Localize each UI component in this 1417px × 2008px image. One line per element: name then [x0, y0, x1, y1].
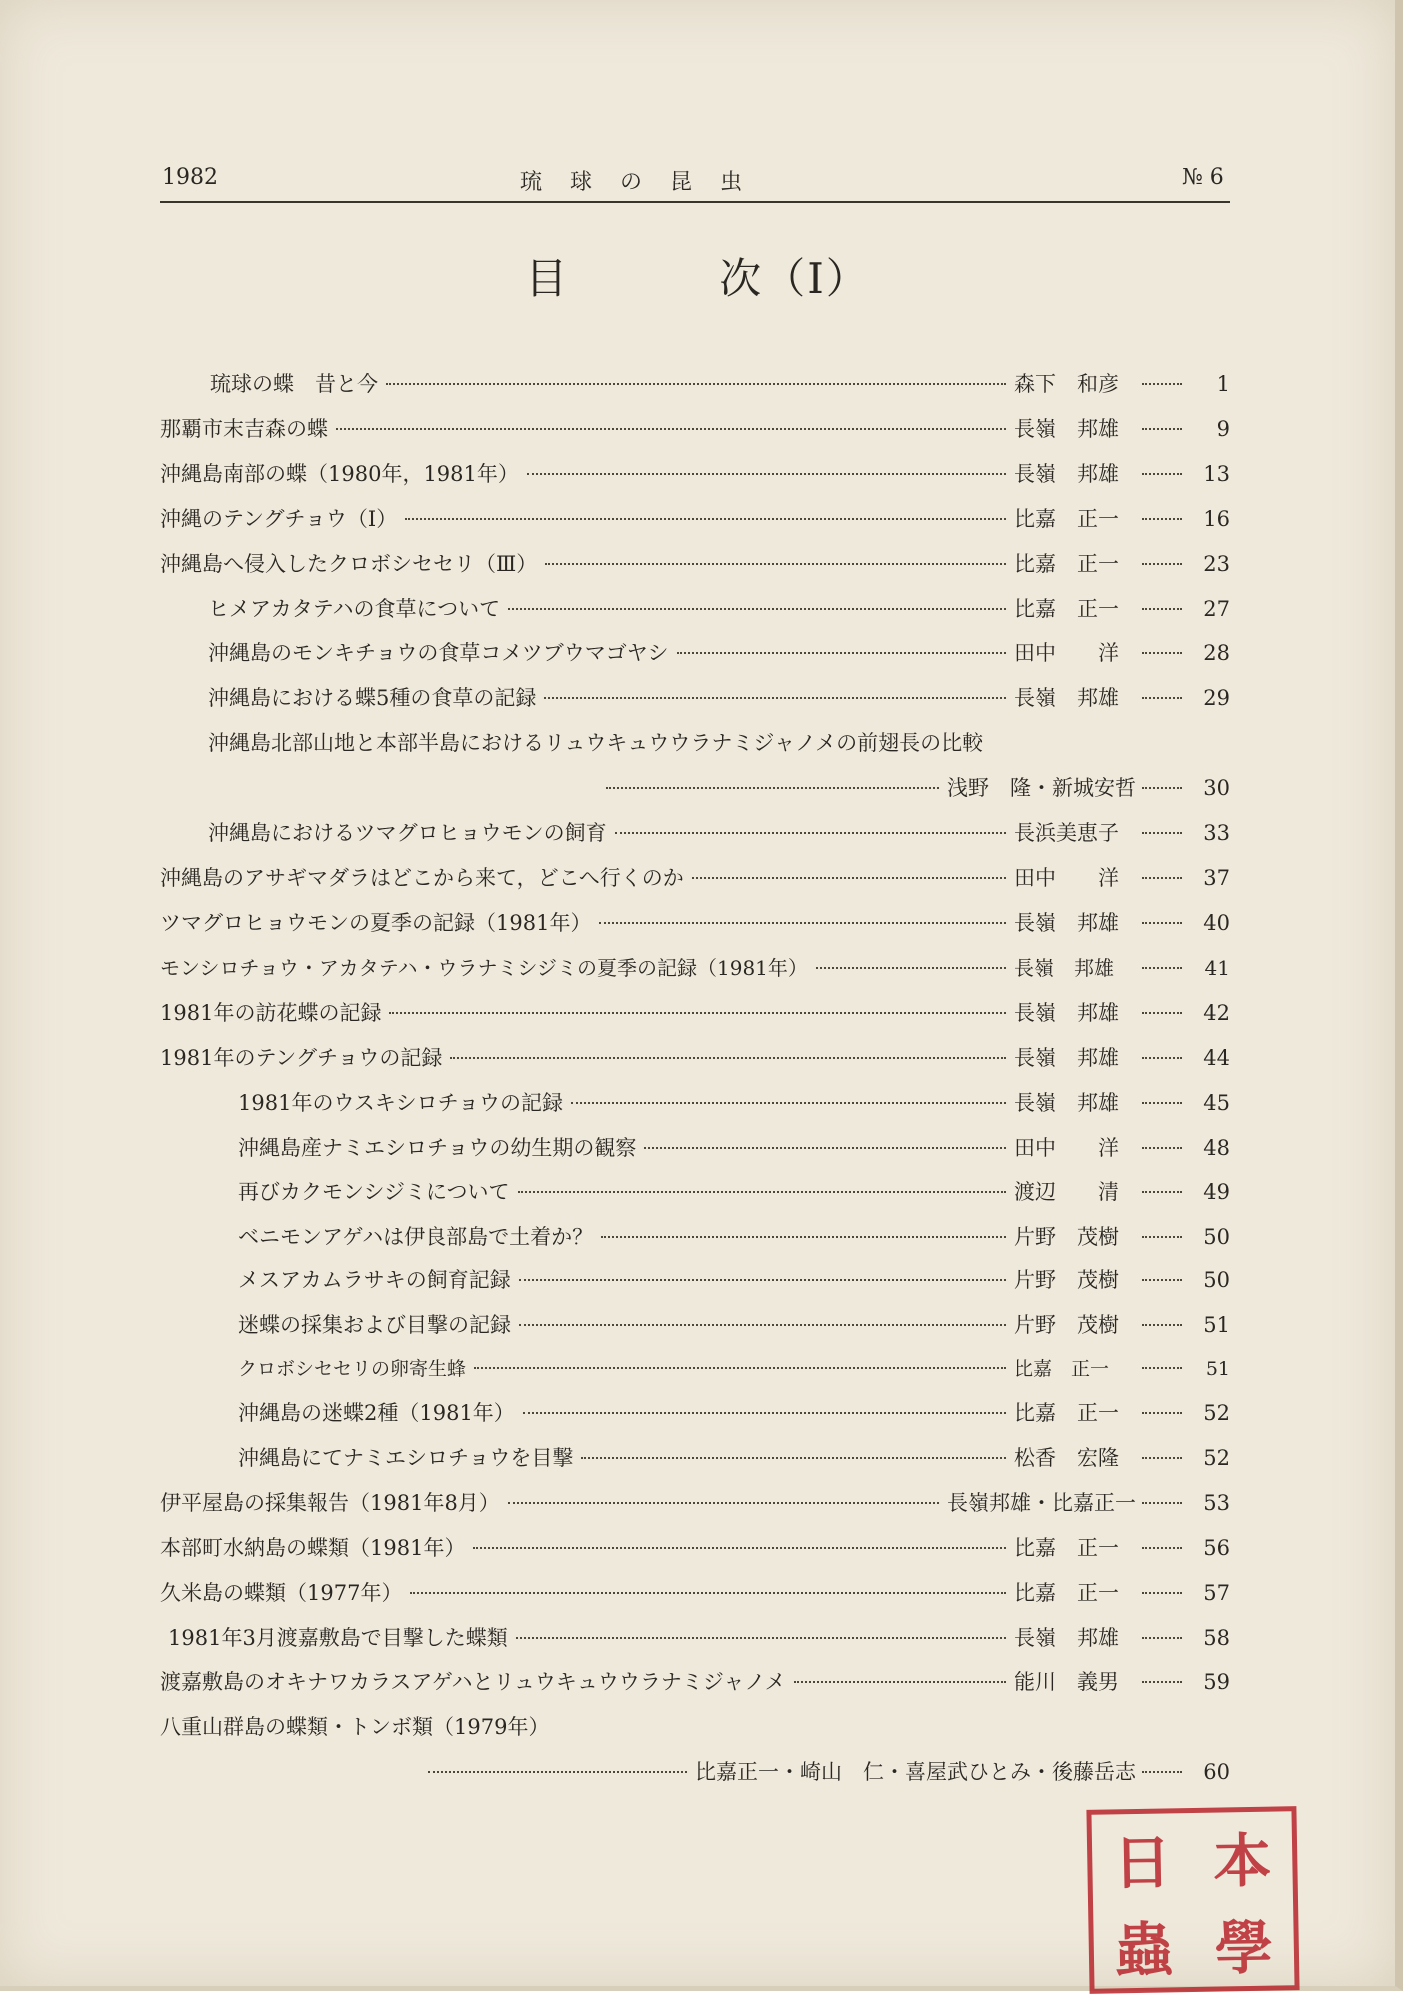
dot-leader: [1142, 832, 1182, 834]
dot-leader: [527, 473, 1006, 475]
dot-leader: [1142, 1102, 1182, 1104]
entry-author: 片野 茂樹: [1014, 1268, 1119, 1292]
entry-page: 50: [1203, 1225, 1230, 1249]
dot-leader: [1142, 1279, 1182, 1281]
entry-author: 森下 和彦: [1014, 372, 1119, 396]
dot-leader: [601, 1236, 1006, 1238]
dot-leader: [615, 832, 1006, 834]
entry-author: 比嘉 正一: [1014, 1536, 1119, 1560]
entry-page: 33: [1203, 821, 1230, 845]
toc-entry: [160, 1532, 1230, 1566]
entry-title: 渡嘉敷島のオキナワカラスアゲハとリュウキュウウラナミジャノメ: [160, 1670, 786, 1694]
toc-entry: [160, 907, 1230, 941]
entry-page: 13: [1203, 462, 1230, 486]
entry-author: 能川 義男: [1014, 1670, 1119, 1694]
entry-page: 44: [1203, 1046, 1230, 1070]
dot-leader: [450, 1057, 1006, 1059]
entry-page: 40: [1203, 911, 1230, 935]
dot-leader: [519, 1279, 1006, 1281]
dot-leader: [1142, 652, 1182, 654]
entry-title: 沖縄島におけるツマグロヒョウモンの飼育: [208, 821, 607, 845]
entry-page: 16: [1203, 507, 1230, 531]
dot-leader: [1142, 1502, 1182, 1504]
entry-title: メスアカムラサキの飼育記録: [238, 1268, 511, 1292]
entry-author: 渡辺 清: [1014, 1180, 1119, 1204]
toc-entry-author-line: [420, 1756, 1230, 1790]
dot-leader: [1142, 922, 1182, 924]
toc-entry: [160, 1666, 1230, 1700]
entry-page: 41: [1204, 956, 1230, 980]
header-issue-number: № 6: [1182, 165, 1224, 190]
entry-page: 37: [1203, 866, 1230, 890]
toc-entry: [160, 997, 1230, 1031]
entry-author: 比嘉正一・崎山 仁・喜屋武ひとみ・後藤岳志: [695, 1760, 1136, 1784]
dot-leader: [1142, 1681, 1182, 1683]
toc-entry: [238, 1442, 1230, 1476]
dot-leader: [1142, 428, 1182, 430]
entry-title: 1981年のウスキシロチョウの記録: [238, 1091, 563, 1115]
entry-author: 長嶺 邦雄: [1014, 1046, 1119, 1070]
entry-title: 沖縄島へ侵入したクロボシセセリ（Ⅲ）: [160, 552, 538, 576]
entry-author: 長嶺邦雄・比嘉正一: [947, 1491, 1136, 1515]
toc-entry: [238, 1221, 1230, 1255]
dot-leader: [1142, 1324, 1182, 1326]
dot-leader: [1142, 608, 1182, 610]
toc-entry: [168, 1622, 1230, 1656]
entry-page: 56: [1203, 1536, 1230, 1560]
entry-page: 28: [1203, 641, 1230, 665]
toc-entry: [238, 1264, 1230, 1298]
entry-title: 沖縄島のモンキチョウの食草コメツブウマゴヤシ: [208, 641, 669, 665]
stamp-char: 日: [1112, 1827, 1172, 1897]
entry-page: 9: [1216, 417, 1230, 441]
dot-leader: [1142, 1236, 1182, 1238]
dot-leader: [1142, 1637, 1182, 1639]
dot-leader: [1142, 1057, 1182, 1059]
dot-leader: [1142, 383, 1182, 385]
entry-page: 45: [1203, 1091, 1230, 1115]
dot-leader: [1142, 697, 1182, 699]
dot-leader: [518, 1191, 1006, 1193]
dot-leader: [405, 518, 1006, 520]
stamp-char: 蟲: [1114, 1914, 1174, 1984]
entry-author: 長浜美恵子: [1014, 821, 1119, 845]
entry-title: 伊平屋島の採集報告（1981年8月）: [160, 1491, 500, 1515]
entry-page: 48: [1203, 1136, 1230, 1160]
dot-leader: [1142, 1191, 1182, 1193]
dot-leader: [336, 428, 1006, 430]
entry-page: 27: [1203, 597, 1230, 621]
header-year: 1982: [162, 165, 218, 190]
dot-leader: [508, 1502, 939, 1504]
entry-title: 沖縄島北部山地と本部半島におけるリュウキュウウラナミジャノメの前翅長の比較: [208, 731, 984, 755]
dot-leader: [428, 1771, 687, 1773]
dot-leader: [1142, 518, 1182, 520]
dot-leader: [545, 563, 1006, 565]
entry-page: 58: [1203, 1626, 1230, 1650]
toc-entry: [160, 1577, 1230, 1611]
dot-leader: [1142, 1012, 1182, 1014]
contents-title: [0, 246, 1395, 306]
entry-page: 51: [1203, 1313, 1230, 1337]
dot-leader: [1142, 1147, 1182, 1149]
toc-entry: [238, 1132, 1230, 1166]
entry-author: 長嶺 邦雄: [1014, 417, 1119, 441]
toc-entry-author-line: [598, 772, 1230, 806]
entry-author: 長嶺 邦雄: [1014, 956, 1114, 980]
toc-entry: [160, 458, 1230, 492]
entry-title: 再びカクモンシジミについて: [238, 1180, 510, 1204]
entry-page: 57: [1203, 1581, 1230, 1605]
toc-entry: [160, 1042, 1230, 1076]
dot-leader: [1142, 1457, 1182, 1459]
entry-page: 59: [1203, 1670, 1230, 1694]
entry-author: 長嶺 邦雄: [1014, 1091, 1119, 1115]
entry-author: 長嶺 邦雄: [1014, 686, 1119, 710]
dot-leader: [606, 787, 939, 789]
dot-leader: [1142, 1547, 1182, 1549]
entry-author: 片野 茂樹: [1014, 1313, 1119, 1337]
toc-entry: [238, 1087, 1230, 1121]
toc-entry: [160, 1487, 1230, 1521]
dot-leader: [1142, 1367, 1182, 1369]
dot-leader: [523, 1412, 1006, 1414]
entry-title: 八重山群島の蝶類・トンボ類（1979年）: [160, 1715, 550, 1739]
entry-author: 長嶺 邦雄: [1014, 911, 1119, 935]
entry-title: 本部町水納島の蝶類（1981年）: [160, 1536, 466, 1560]
entry-author: 比嘉 正一: [1014, 552, 1119, 576]
dot-leader: [386, 383, 1006, 385]
toc-entry-title-line: [208, 727, 1230, 761]
dot-leader: [519, 1324, 1006, 1326]
toc-entry: [208, 682, 1230, 716]
contents-title-part-1: 目: [525, 254, 570, 303]
dot-leader: [1142, 967, 1182, 969]
dot-leader: [508, 608, 1006, 610]
library-stamp: [1086, 1806, 1299, 1994]
entry-author: 比嘉 正一: [1014, 1401, 1119, 1425]
toc-entry: [238, 1354, 1230, 1388]
entry-page: 29: [1203, 686, 1230, 710]
toc-entry: [208, 637, 1230, 671]
toc-entry: [238, 1309, 1230, 1343]
entry-author: 比嘉 正一: [1014, 1581, 1119, 1605]
toc-entry: [160, 952, 1230, 986]
dot-leader: [1142, 1592, 1182, 1594]
entry-title: 迷蝶の採集および目撃の記録: [238, 1313, 511, 1337]
header-journal-title: 琉球の昆虫: [520, 170, 771, 195]
entry-title: 琉球の蝶 昔と今: [210, 372, 378, 396]
dot-leader: [1142, 1771, 1182, 1773]
entry-page: 52: [1203, 1446, 1230, 1470]
entry-title: 那覇市末吉森の蝶: [160, 417, 328, 441]
entry-page: 42: [1203, 1001, 1230, 1025]
entry-page: 53: [1203, 1491, 1230, 1515]
toc-entry: [208, 593, 1230, 627]
entry-author: 片野 茂樹: [1014, 1225, 1119, 1249]
toc-entry: [160, 862, 1230, 896]
entry-title: ベニモンアゲハは伊良部島で土着か？: [238, 1225, 594, 1249]
toc-entry: [160, 548, 1230, 582]
dot-leader: [794, 1681, 1006, 1683]
entry-title: 1981年の訪花蝶の記録: [160, 1001, 382, 1025]
entry-title: 1981年のテングチョウの記録: [160, 1046, 443, 1070]
toc-entry: [160, 413, 1230, 447]
entry-title: 沖縄島南部の蝶（1980年，1981年）: [160, 462, 519, 486]
toc-entry-title-line: [160, 1711, 1230, 1745]
entry-page: 60: [1203, 1760, 1230, 1784]
stamp-char: 學: [1214, 1913, 1274, 1983]
entry-page: 51: [1205, 1358, 1230, 1380]
toc-entry: [160, 503, 1230, 537]
entry-title: モンシロチョウ・アカタテハ・ウラナミシジミの夏季の記録（1981年）: [160, 956, 808, 980]
toc-entry: [238, 1397, 1230, 1431]
dot-leader: [571, 1102, 1006, 1104]
toc-entry: [238, 1176, 1230, 1210]
stamp-char: 本: [1212, 1826, 1272, 1896]
dot-leader: [516, 1637, 1006, 1639]
entry-title: ヒメアカタテハの食草について: [208, 597, 501, 621]
entry-title: 沖縄島における蝶5種の食草の記録: [208, 686, 537, 710]
entry-author: 松香 宏隆: [1014, 1446, 1119, 1470]
entry-title: 1981年3月渡嘉敷島で目撃した蝶類: [168, 1626, 508, 1650]
entry-page: 1: [1216, 372, 1230, 396]
entry-title: 沖縄島にてナミエシロチョウを目撃: [238, 1446, 574, 1470]
dot-leader: [692, 877, 1006, 879]
entry-title: 沖縄のテングチョウ（Ⅰ）: [160, 507, 398, 531]
dot-leader: [389, 1012, 1006, 1014]
dot-leader: [644, 1147, 1006, 1149]
dot-leader: [1142, 473, 1182, 475]
dot-leader: [581, 1457, 1006, 1459]
contents-title-part-2: 次（Ⅰ）: [719, 254, 870, 303]
entry-author: 長嶺 邦雄: [1014, 1001, 1119, 1025]
dot-leader: [544, 697, 1006, 699]
entry-page: 30: [1203, 776, 1230, 800]
entry-title: 沖縄島のアサギマダラはどこから来て，どこへ行くのか: [160, 866, 684, 890]
entry-title: ツマグロヒョウモンの夏季の記録（1981年）: [160, 911, 592, 935]
entry-title: 久米島の蝶類（1977年）: [160, 1581, 403, 1605]
dot-leader: [1142, 1412, 1182, 1414]
entry-page: 23: [1203, 552, 1230, 576]
entry-title: 沖縄島産ナミエシロチョウの幼生期の観察: [238, 1136, 637, 1160]
toc-entry: [210, 368, 1230, 402]
dot-leader: [1142, 563, 1182, 565]
entry-author: 比嘉 正一: [1014, 1358, 1110, 1380]
entry-author: 田中 洋: [1014, 866, 1119, 890]
entry-author: 浅野 隆・新城安哲: [947, 776, 1136, 800]
entry-author: 比嘉 正一: [1014, 597, 1119, 621]
dot-leader: [473, 1547, 1006, 1549]
entry-page: 50: [1203, 1268, 1230, 1292]
entry-page: 52: [1203, 1401, 1230, 1425]
entry-title: クロボシセセリの卵寄生蜂: [238, 1358, 467, 1380]
header-rule: [160, 201, 1230, 203]
toc-entry: [208, 817, 1230, 851]
dot-leader: [474, 1367, 1006, 1369]
dot-leader: [816, 967, 1006, 969]
dot-leader: [1142, 787, 1182, 789]
entry-title: 沖縄島の迷蝶2種（1981年）: [238, 1401, 515, 1425]
entry-author: 田中 洋: [1014, 1136, 1119, 1160]
dot-leader: [410, 1592, 1006, 1594]
entry-author: 比嘉 正一: [1014, 507, 1119, 531]
dot-leader: [599, 922, 1006, 924]
dot-leader: [1142, 877, 1182, 879]
entry-author: 長嶺 邦雄: [1014, 1626, 1119, 1650]
entry-page: 49: [1203, 1180, 1230, 1204]
dot-leader: [677, 652, 1006, 654]
entry-author: 長嶺 邦雄: [1014, 462, 1119, 486]
entry-author: 田中 洋: [1014, 641, 1119, 665]
